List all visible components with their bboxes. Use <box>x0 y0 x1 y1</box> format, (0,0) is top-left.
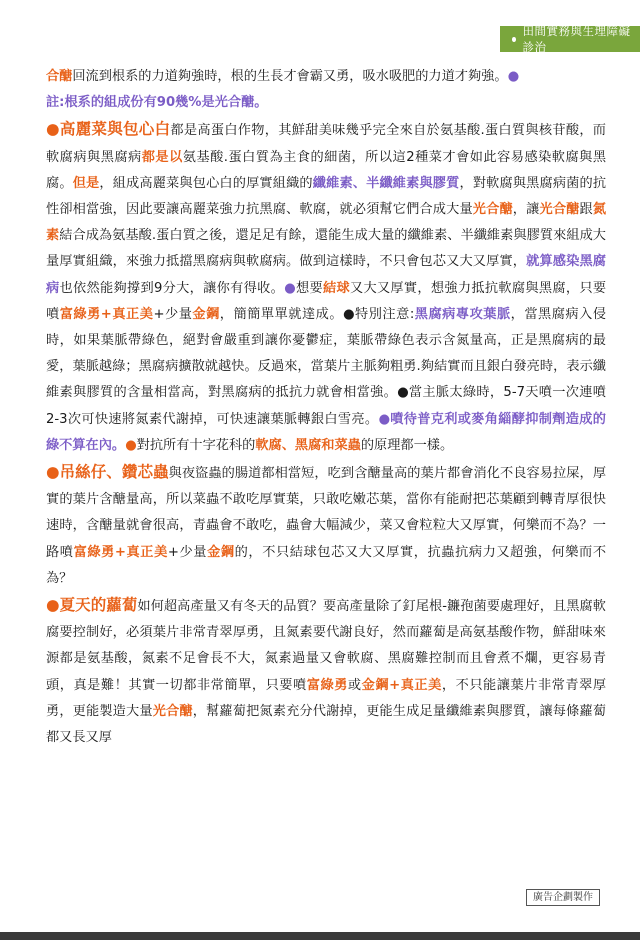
body-text: ，當黑腐病入侵時，如果葉脈帶綠色，絕對會嚴重到讓你憂鬱症，葉脈帶綠色表示含氮量高，正是黑腐病的最愛，葉脈越綠；黑腐病擴散就越快。反過來，當葉片主脈夠粗勇.夠結實而且銀白發亮時，表示纖維素與膠質的含量相當高，對黑腐病的抵抗力就會相當強。●當主脈太綠時，5-7天噴一次連噴2-3次可快速將氮素代謝掉，可快速讓葉脈轉銀白雪亮。 <box>46 306 607 427</box>
section-tab-label: 田間實務與生理障礙診治 <box>522 24 631 54</box>
body-text: + <box>389 677 401 693</box>
body-text: ，組成高麗菜與包心白的厚實組織的 <box>99 175 313 191</box>
body-text: ，讓 <box>512 202 540 218</box>
highlight-text: ●噴待普克利或麥角緇酵抑制劑造成的綠不算在內。 <box>46 411 606 453</box>
body-text: 都是高蛋白作物，其鮮甜美味幾乎完全來自於氨基酸.蛋白質與核苷酸，而軟腐病與黑腐病 <box>46 123 606 165</box>
highlight-text: 就算感染黑腐病 <box>46 254 606 296</box>
product-name: 金鋼 <box>361 677 390 693</box>
body-text: 對抗所有十字花科的 <box>136 437 256 453</box>
body-text: 的原理都一樣。 <box>360 437 454 453</box>
highlight-text: 光合醣 <box>152 703 193 719</box>
highlight-text: 光合醣 <box>539 202 580 218</box>
section-heading: ●高麗菜與包心白 <box>46 120 171 139</box>
highlight-text: 氮素 <box>46 202 607 244</box>
ad-credit-label: 廣告企劃製作 <box>526 889 600 906</box>
highlight-text: 都是以 <box>141 149 183 165</box>
product-name: 富綠勇+真正美 <box>59 306 154 322</box>
body-text: +少量 <box>153 306 193 322</box>
paragraph-0 <box>46 64 606 116</box>
bullet-text: ● <box>507 69 520 84</box>
highlight-text: 合醣 <box>46 69 73 84</box>
body-text: 的，不只結球包芯又大又厚實，抗蟲抗病力又超強，何樂而不為？ <box>46 544 607 586</box>
bullet-text: ● <box>125 437 137 453</box>
product-name: 富綠勇+真正美 <box>73 544 168 560</box>
section-heading: ●吊絲仔、鑽芯蟲 <box>46 463 169 482</box>
body-text: 或 <box>347 677 362 693</box>
body-text: 結合成為氨基酸.蛋白質之後，還足足有餘，還能生成大量的纖維素、半纖維素與膠質來組成大量厚實組織，來強力抵擋黑腐病與軟腐病。做到這樣時，不只會包芯又大又厚實， <box>46 228 606 270</box>
body-text: 又大又厚實，想強力抵抗軟腐與黑腐，只要噴 <box>46 280 607 322</box>
body-text: 想要 <box>295 280 323 296</box>
body-text: 與夜盜蟲的腸道都相當短，吃到含醣量高的葉片都會消化不良容易拉屎，厚實的葉片含醣量高，所以菜蟲不敢吃厚實葉，只敢吃嫩芯葉，當你有能耐把芯葉顧到轉青厚很快速時，含醣量就會很高，青蟲會不敢吃，蟲會大幅減少，菜又會粒粒大又厚實，何樂而不為？一路噴 <box>46 466 607 560</box>
section-tab <box>500 26 640 52</box>
product-name: 金鋼 <box>192 306 220 322</box>
highlight-text: 但是 <box>72 175 100 191</box>
body-text: 跟 <box>579 202 593 218</box>
body-text: ，對軟腐與黑腐病菌的抗性卻相當強，因此要讓高麗菜強力抗黑腐、軟腐，就必須幫它們合成大量 <box>46 175 607 218</box>
highlight-text: 黑腐病專攻葉脈 <box>414 306 511 322</box>
highlight-text: 軟腐、黑腐和菜蟲 <box>255 437 361 453</box>
bullet-icon <box>512 37 516 42</box>
body-text: ，不只能讓葉片非常青翠厚勇，更能製造大量 <box>46 677 607 719</box>
body-text: ，幫蘿蔔把氮素充分代謝掉，更能生成足量纖維素與膠質，讓每條蘿蔔都又長又厚 <box>46 703 607 746</box>
body-text: 回流到根系的力道夠強時，根的生長才會霸又勇，吸水吸肥的力道才夠強。 <box>72 69 508 84</box>
bottom-divider <box>0 932 640 940</box>
paragraph-1 <box>46 116 606 459</box>
paragraph-3 <box>46 592 606 751</box>
body-text: 如何超高產量又有冬天的品質？要高產量除了釘尾根-鐮孢菌要處理好，且黑腐軟腐要控制好，必須葉片非常青翠厚勇，且氮素要代謝良好，然而蘿蔔是高氨基酸作物，鮮甜味來源都是氨基酸，氮素不足會長不大，氮素過量又會軟腐、黑腐難控制而且會煮不爛，更容易青頭，真是難！其實一切都非常簡單，只要噴 <box>46 599 606 693</box>
highlight-text: 結球 <box>322 280 350 296</box>
highlight-text: 纖維素、半纖維素與膠質 <box>312 175 460 191</box>
paragraph-2 <box>46 459 606 592</box>
body-text: ，簡簡單單就達成。●特別注意: <box>219 306 415 322</box>
body-text: 也依然能夠撐到9分大，讓你有得收。 <box>59 280 285 296</box>
note-text: 註:根系的組成份有90幾%是光合醣。 <box>46 95 268 111</box>
product-name: 真正美 <box>400 677 442 693</box>
section-heading: ●夏天的蘿蔔 <box>46 596 138 615</box>
bullet-text: ● <box>284 280 296 296</box>
body-text: 氨基酸.蛋白質為主食的細菌，所以這2種菜才會如此容易感染軟腐與黑腐。 <box>46 149 607 191</box>
body-text: +少量 <box>167 544 208 560</box>
product-name: 金鋼 <box>207 544 235 560</box>
product-name: 富綠勇 <box>306 677 348 693</box>
highlight-text: 光合醣 <box>472 202 513 218</box>
article-body <box>46 64 606 751</box>
